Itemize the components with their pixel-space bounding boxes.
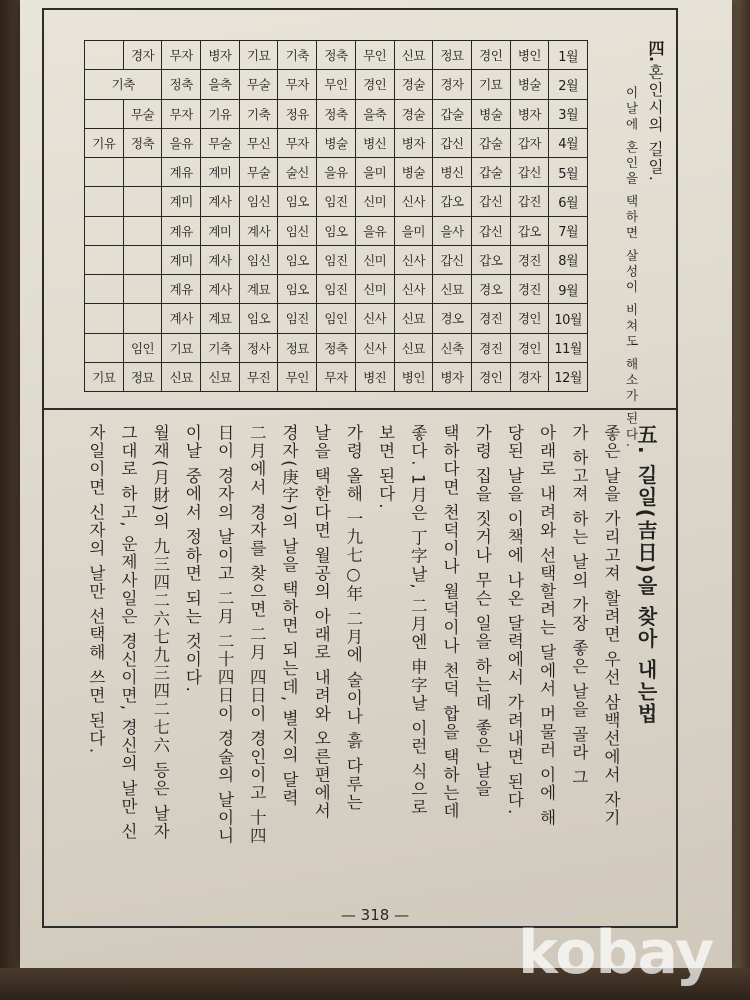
table-cell: 갑신 — [510, 158, 549, 187]
table-cell: 갑술 — [471, 128, 510, 157]
table-cell: 갑오 — [471, 245, 510, 274]
table-cell: 계묘 — [201, 304, 240, 333]
table-cell — [123, 158, 162, 187]
table-cell: 신사 — [394, 275, 433, 304]
table-row — [85, 99, 588, 128]
table-cell: 무진 — [239, 362, 278, 391]
table-cell: 정묘 — [278, 333, 317, 362]
table-cell: 정유 — [278, 99, 317, 128]
table-row — [85, 304, 588, 333]
table-cell: 정축 — [123, 128, 162, 157]
page-number: — 318 — — [340, 906, 410, 924]
table-cell: 을축 — [355, 99, 394, 128]
table-cell: 계사 — [201, 275, 240, 304]
body-text-column: 그대로 하고, 운제사일은 경신이면, 경신의 날만 신 — [118, 424, 138, 841]
section-five-title: 길일(吉日)을 찾아 내는법 — [634, 464, 658, 725]
table-cell: 정축 — [317, 41, 356, 70]
table-cell: 임진 — [317, 275, 356, 304]
table-cell: 계사 — [201, 245, 240, 274]
table-cell: 병술 — [317, 128, 356, 157]
table-row — [85, 158, 588, 187]
table-cell — [123, 216, 162, 245]
table-cell: 을축 — [201, 70, 240, 99]
table-cell: 계사 — [201, 187, 240, 216]
month-cell: 9월 — [549, 275, 588, 304]
month-cell: 3월 — [549, 99, 588, 128]
table-cell: 신묘 — [433, 275, 472, 304]
section-five-number: 五. — [634, 424, 658, 456]
table-cell: 임신 — [278, 216, 317, 245]
table-cell: 기유 — [201, 99, 240, 128]
table-cell: 갑자 — [510, 128, 549, 157]
table-cell: 기묘 — [85, 362, 124, 391]
table-cell: 을유 — [355, 216, 394, 245]
table-cell: 무술 — [239, 158, 278, 187]
table-cell — [85, 245, 124, 274]
table-cell — [85, 275, 124, 304]
table-cell: 신묘 — [394, 304, 433, 333]
table-cell: 신사 — [355, 333, 394, 362]
wedding-days-table — [84, 40, 588, 392]
table-cell: 경진 — [471, 304, 510, 333]
table-cell: 임인 — [317, 304, 356, 333]
table-cell: 갑오 — [433, 187, 472, 216]
wedding-days-section — [84, 40, 672, 451]
table-cell: 정축 — [317, 333, 356, 362]
table-cell: 을유 — [162, 128, 201, 157]
table-cell: 기축 — [278, 41, 317, 70]
table-cell: 경진 — [510, 275, 549, 304]
table-cell: 술신 — [278, 158, 317, 187]
table-cell: 병술 — [394, 158, 433, 187]
table-cell: 기축 — [201, 333, 240, 362]
month-cell: 2월 — [549, 70, 588, 99]
table-cell: 계사 — [239, 216, 278, 245]
month-cell: 7월 — [549, 216, 588, 245]
month-cell: 6월 — [549, 187, 588, 216]
body-text-column: 좋다. 1月은 丁字날, 二月엔 申字날 이런 식으로 — [408, 424, 428, 817]
table-cell — [85, 41, 124, 70]
table-row — [85, 128, 588, 157]
table-cell: 정축 — [317, 99, 356, 128]
table-cell: 정묘 — [433, 41, 472, 70]
body-text-column: 二月에서 경자를 찾으면 二月 四日이 경인이고 十四 — [247, 424, 267, 846]
table-cell: 병술 — [510, 70, 549, 99]
table-cell: 임오 — [278, 245, 317, 274]
table-cell: 갑진 — [510, 187, 549, 216]
table-cell: 병자 — [510, 99, 549, 128]
body-text-column: 가령 올해 一九七○年 二月에 술이나 흙 다루는 — [343, 424, 363, 812]
table-cell: 계미 — [162, 187, 201, 216]
table-cell: 신묘 — [201, 362, 240, 391]
table-cell: 신미 — [355, 275, 394, 304]
table-cell: 임오 — [278, 187, 317, 216]
table-cell: 경술 — [394, 70, 433, 99]
table-cell: 경오 — [433, 304, 472, 333]
table-cell: 정사 — [239, 333, 278, 362]
month-cell: 4월 — [549, 128, 588, 157]
table-cell: 계유 — [162, 216, 201, 245]
table-cell: 무인 — [355, 41, 394, 70]
table-cell: 계미 — [201, 216, 240, 245]
table-cell: 기묘 — [162, 333, 201, 362]
body-text-column: 당된 날을 이책에 나온 달력에서 가려내면 된다. — [504, 424, 524, 816]
month-cell: 11월 — [549, 333, 588, 362]
month-cell: 5월 — [549, 158, 588, 187]
table-cell: 신묘 — [394, 41, 433, 70]
table-cell: 계사 — [162, 304, 201, 333]
table-cell — [85, 304, 124, 333]
table-row — [85, 245, 588, 274]
table-cell: 병인 — [510, 41, 549, 70]
table-cell: 계미 — [162, 245, 201, 274]
table-cell: 무자 — [278, 70, 317, 99]
table-cell: 기유 — [85, 128, 124, 157]
table-cell: 무술 — [123, 99, 162, 128]
table-cell: 무인 — [278, 362, 317, 391]
table-cell — [123, 275, 162, 304]
watermark-logo: kobay — [518, 918, 714, 988]
table-cell: 신축 — [433, 333, 472, 362]
section-five-body — [70, 424, 666, 904]
body-text-column: 좋은 날을 가리고져 할려면 우선 삼백선에서 자기 — [601, 424, 621, 828]
body-text-column: 보면 된다. — [376, 424, 396, 511]
table-cell: 경인 — [471, 362, 510, 391]
table-cell: 계유 — [162, 158, 201, 187]
table-cell: 병인 — [394, 362, 433, 391]
table-cell: 경자 — [123, 41, 162, 70]
month-cell: 1월 — [549, 41, 588, 70]
table-cell — [123, 187, 162, 216]
section-divider — [42, 408, 678, 410]
table-cell: 갑술 — [471, 158, 510, 187]
table-cell: 을유 — [317, 158, 356, 187]
table-cell: 임신 — [239, 245, 278, 274]
table-row — [85, 275, 588, 304]
table-cell: 병자 — [433, 362, 472, 391]
body-text-column: 월재(月財)의 九三四二六七九三四二七六 등은 날자 — [150, 424, 170, 841]
table-row — [85, 70, 588, 99]
body-text-column: 가령 집을 짓거나 무슨 일을 하는데 좋은 날을 — [472, 424, 492, 798]
table-cell: 계미 — [201, 158, 240, 187]
table-cell: 을사 — [433, 216, 472, 245]
table-cell: 무술 — [239, 70, 278, 99]
table-cell: 임진 — [278, 304, 317, 333]
month-cell: 12월 — [549, 362, 588, 391]
table-cell: 신묘 — [394, 333, 433, 362]
body-text-column: 택하다면 천덕이나 월덕이나 천덕 합을 택하는데 — [440, 424, 460, 821]
table-cell: 무신 — [239, 128, 278, 157]
table-cell: 무술 — [201, 128, 240, 157]
table-cell: 임오 — [278, 275, 317, 304]
table-cell: 계유 — [162, 275, 201, 304]
table-cell: 경인 — [471, 41, 510, 70]
month-cell: 8월 — [549, 245, 588, 274]
table-cell: 갑신 — [471, 216, 510, 245]
body-text-column: 이날 중에서 정하면 되는 것이다. — [182, 424, 202, 694]
section-five-heading — [636, 424, 656, 725]
table-cell: 임인 — [123, 333, 162, 362]
table-cell: 갑술 — [433, 99, 472, 128]
desk-edge-right — [732, 0, 750, 968]
body-text-column: 자일이면 신자의 날만 선택해 쓰면 된다. — [86, 424, 106, 755]
table-cell: 무자 — [317, 362, 356, 391]
table-row — [85, 362, 588, 391]
section-four-heading: 혼인시의 길일. — [646, 64, 664, 183]
table-row — [85, 333, 588, 362]
table-cell: 병신 — [355, 128, 394, 157]
table-cell — [123, 245, 162, 274]
table-cell — [123, 304, 162, 333]
table-cell — [85, 333, 124, 362]
table-cell: 을미 — [394, 216, 433, 245]
table-cell: 병진 — [355, 362, 394, 391]
table-cell: 무자 — [162, 99, 201, 128]
table-cell: 임진 — [317, 187, 356, 216]
body-text-column: 날을 택한다면 월공의 아래로 내려와 오른편에서 — [311, 424, 331, 821]
table-cell — [85, 216, 124, 245]
table-cell — [85, 187, 124, 216]
table-cell: 정축 — [162, 70, 201, 99]
body-text-column: 가 하고져 하는 날의 가장 좋은 날을 골라 그 — [569, 424, 589, 787]
table-cell: 신사 — [355, 304, 394, 333]
table-cell: 병신 — [433, 158, 472, 187]
table-cell: 경자 — [433, 70, 472, 99]
table-cell: 갑신 — [471, 187, 510, 216]
table-cell: 경진 — [471, 333, 510, 362]
table-cell: 임오 — [317, 216, 356, 245]
table-cell: 정묘 — [123, 362, 162, 391]
table-row — [85, 41, 588, 70]
table-row — [85, 216, 588, 245]
body-text-column: 경자(庚字)의 날을 택하면 되는데, 별지의 달력 — [279, 424, 299, 807]
table-cell: 기묘 — [471, 70, 510, 99]
section-four-note: 이날에 혼인을 택하면 살성이 비쳐도 해소가 된다. — [624, 86, 639, 451]
table-cell: 임신 — [239, 187, 278, 216]
table-cell: 갑오 — [510, 216, 549, 245]
table-cell: 경진 — [510, 245, 549, 274]
table-row — [85, 187, 588, 216]
table-cell: 경인 — [355, 70, 394, 99]
table-cell: 신미 — [355, 187, 394, 216]
section-four-title — [600, 40, 665, 451]
table-cell: 신묘 — [162, 362, 201, 391]
table-cell: 무자 — [278, 128, 317, 157]
table-cell: 경술 — [394, 99, 433, 128]
table-cell: 병자 — [201, 41, 240, 70]
table-cell: 신미 — [355, 245, 394, 274]
table-cell: 임진 — [317, 245, 356, 274]
table-cell: 계묘 — [239, 275, 278, 304]
month-cell: 10월 — [549, 304, 588, 333]
body-text-column: 日이 경자의 날이고 二月 二十四日이 경술의 날이니 — [215, 424, 235, 846]
table-cell: 기축 — [85, 70, 162, 99]
table-cell: 경오 — [471, 275, 510, 304]
table-cell: 기묘 — [239, 41, 278, 70]
body-text-column: 아래로 내려와 선택할려는 달에서 머물러 이에 해 — [537, 424, 557, 828]
table-cell: 임오 — [239, 304, 278, 333]
table-cell — [85, 158, 124, 187]
section-four-number: 四. — [646, 40, 665, 63]
table-cell: 을미 — [355, 158, 394, 187]
table-cell — [85, 99, 124, 128]
table-cell: 병자 — [394, 128, 433, 157]
table-cell: 무인 — [317, 70, 356, 99]
table-cell: 갑신 — [433, 128, 472, 157]
table-cell: 신사 — [394, 187, 433, 216]
table-cell: 경인 — [510, 333, 549, 362]
table-cell: 기축 — [239, 99, 278, 128]
table-cell: 갑신 — [433, 245, 472, 274]
table-cell: 경자 — [510, 362, 549, 391]
table-cell: 무자 — [162, 41, 201, 70]
table-cell: 경인 — [510, 304, 549, 333]
table-cell: 신사 — [394, 245, 433, 274]
table-cell: 병술 — [471, 99, 510, 128]
